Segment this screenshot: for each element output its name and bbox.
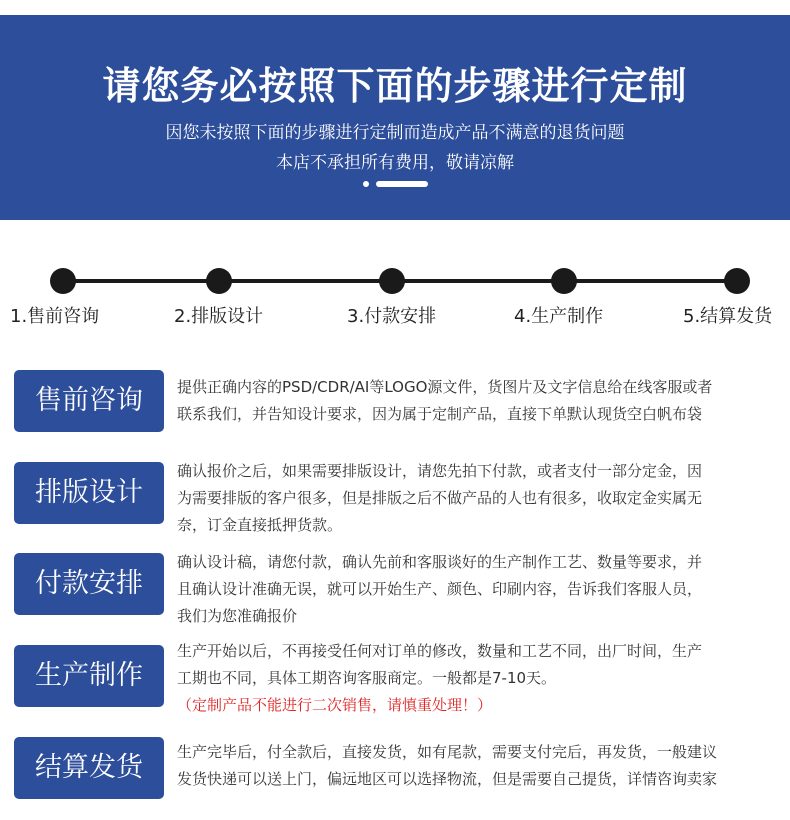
- step-description: [177, 374, 777, 428]
- description-line: 提供正确内容的PSD/CDR/AI等LOGO源文件，货图片及文字信息给在线客服或者: [177, 378, 713, 396]
- description-line: 生产开始以后，不再接受任何对订单的修改，数量和工艺不同，出厂时间，生产: [177, 642, 703, 660]
- step-description: [177, 739, 777, 793]
- description-line: 确认设计稿，请您付款，确认先前和客服谈好的生产制作工艺、数量等要求，并: [177, 553, 703, 571]
- description-line: 奈，订金直接抵押货款。: [177, 516, 343, 534]
- timeline-step-label: 4.生产制作: [514, 306, 604, 327]
- timeline-step-label: 2.排版设计: [174, 306, 264, 327]
- description-line: 为需要排版的客户很多，但是排版之后不做产品的人也有很多，收取定金实属无: [177, 489, 703, 507]
- timeline-dot-1: [50, 268, 76, 294]
- description-line: 联系我们，并告知设计要求，因为属于定制产品，直接下单默认现货空白帆布袋: [177, 405, 703, 423]
- step-tag: 售前咨询: [14, 370, 164, 432]
- step-description: [177, 549, 777, 630]
- timeline-dot-2: [206, 268, 232, 294]
- decor-dot: [363, 181, 369, 187]
- step-description: [177, 458, 777, 539]
- description-line: 确认报价之后，如果需要排版设计，请您先拍下付款，或者支付一部分定金，因: [177, 462, 703, 480]
- timeline-step-label: 5.结算发货: [683, 306, 773, 327]
- header-banner: [0, 15, 790, 220]
- timeline-step-label: 1.售前咨询: [10, 306, 100, 327]
- description-line: 且确认设计准确无误，就可以开始生产、颜色、印刷内容，告诉我们客服人员，: [177, 580, 703, 598]
- warning-note: （定制产品不能进行二次销售，请慎重处理！）: [177, 696, 493, 714]
- process-timeline: [0, 260, 790, 340]
- banner-subtitle-1: 因您未按照下面的步骤进行定制而造成产品不满意的退货问题: [165, 123, 625, 143]
- banner-title: 请您务必按照下面的步骤进行定制: [102, 64, 688, 108]
- timeline-step-label: 3.付款安排: [347, 306, 437, 327]
- timeline-dot-4: [551, 268, 577, 294]
- decor-bar: [376, 181, 428, 187]
- description-line: 生产完毕后，付全款后，直接发货，如有尾款，需要支付完后，再发货，一般建议: [177, 743, 718, 761]
- step-tag: 结算发货: [14, 737, 164, 799]
- description-line: 发货快递可以送上门，偏远地区可以选择物流，但是需要自己提货，详情咨询卖家: [177, 770, 718, 788]
- description-line: 工期也不同，具体工期咨询客服商定。一般都是7-10天。: [177, 669, 557, 687]
- timeline-dot-3: [379, 268, 405, 294]
- description-line: 我们为您准确报价: [177, 607, 298, 625]
- step-tag: 生产制作: [14, 645, 164, 707]
- step-description: [177, 638, 777, 719]
- step-tag: 付款安排: [14, 553, 164, 615]
- step-tag: 排版设计: [14, 462, 164, 524]
- banner-subtitle-2: 本店不承担所有费用，敬请凉解: [276, 153, 514, 173]
- timeline-dot-5: [724, 268, 750, 294]
